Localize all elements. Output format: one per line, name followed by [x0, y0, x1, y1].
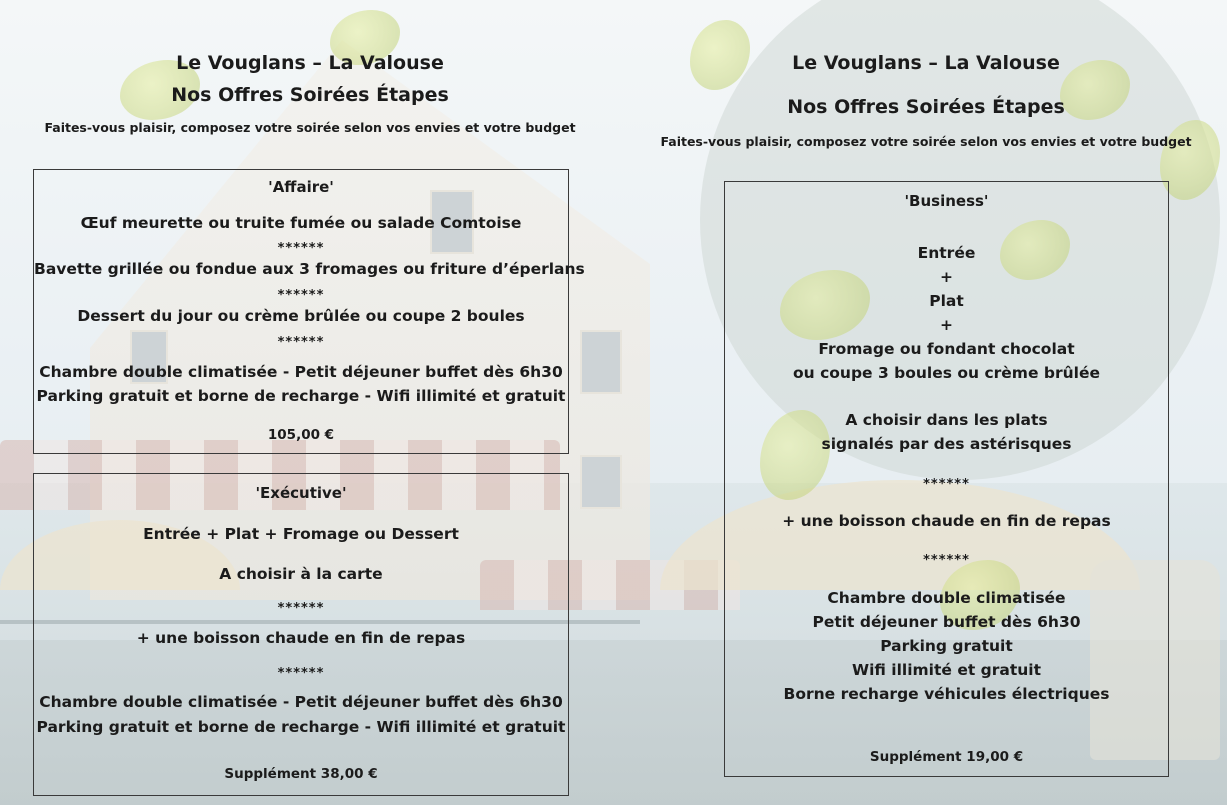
menu-line: ou coupe 3 boules ou crème brûlée	[793, 364, 1100, 382]
included-line: Parking gratuit et borne de recharge - Wifi illimité et gratuit	[36, 718, 566, 736]
offer-price: Supplément 38,00 €	[224, 766, 378, 782]
left-tagline: Faites-vous plaisir, composez votre soirée selon vos envies et votre budget	[44, 120, 576, 135]
included-line: Petit déjeuner buffet dès 6h30	[812, 613, 1081, 631]
offer-affaire	[33, 169, 585, 454]
menu-line: Œuf meurette ou truite fumée ou salade Comtoise	[80, 214, 522, 232]
included-line: Wifi illimité et gratuit	[851, 661, 1041, 679]
menu-line: +	[940, 316, 953, 334]
offer-executive	[33, 473, 569, 796]
included-line: Chambre double climatisée - Petit déjeuner buffet dès 6h30	[39, 363, 563, 381]
separator-stars: ******	[277, 288, 325, 303]
offer-name: 'Exécutive'	[255, 484, 347, 502]
menu-line: Fromage ou fondant chocolat	[818, 340, 1075, 358]
separator-stars: ******	[277, 241, 325, 256]
separator-stars: ******	[277, 601, 325, 616]
offer-name: 'Affaire'	[268, 178, 334, 196]
included-line: Parking gratuit et borne de recharge - Wifi illimité et gratuit	[36, 387, 566, 405]
menu-line: Plat	[929, 292, 964, 310]
menu-line: Bavette grillée ou fondue aux 3 fromages ou friture d’éperlans	[34, 260, 585, 278]
right-subtitle: Nos Offres Soirées Étapes	[787, 96, 1065, 118]
included-line: Chambre double climatisée - Petit déjeuner buffet dès 6h30	[39, 693, 563, 711]
menu-note: signalés par des astérisques	[821, 435, 1072, 453]
offer-name: 'Business'	[904, 192, 989, 210]
menu-line: Entrée	[917, 244, 976, 262]
menu-line: + une boisson chaude en fin de repas	[782, 512, 1111, 530]
included-line: Borne recharge véhicules électriques	[783, 685, 1110, 703]
separator-stars: ******	[923, 553, 970, 568]
right-title: Le Vouglans – La Valouse	[792, 52, 1060, 74]
included-line: Parking gratuit	[880, 637, 1013, 655]
menu-line: + une boisson chaude en fin de repas	[136, 629, 466, 647]
menu-line: Dessert du jour ou crème brûlée ou coupe 2 boules	[77, 307, 525, 325]
included-line: Chambre double climatisée	[827, 589, 1066, 607]
offer-price: 105,00 €	[267, 427, 335, 443]
menu-note: A choisir dans les plats	[845, 411, 1048, 429]
separator-stars: ******	[277, 666, 325, 681]
left-subtitle: Nos Offres Soirées Étapes	[171, 84, 449, 106]
menu-line: A choisir à la carte	[219, 565, 383, 583]
offer-price: Supplément 19,00 €	[869, 749, 1024, 765]
left-title: Le Vouglans – La Valouse	[176, 52, 444, 74]
offer-business	[724, 181, 1169, 777]
menu-line: +	[940, 268, 953, 286]
separator-stars: ******	[923, 477, 970, 492]
menu-line: Entrée + Plat + Fromage ou Dessert	[143, 525, 459, 543]
right-tagline: Faites-vous plaisir, composez votre soirée selon vos envies et votre budget	[660, 134, 1192, 149]
separator-stars: ******	[277, 335, 325, 350]
